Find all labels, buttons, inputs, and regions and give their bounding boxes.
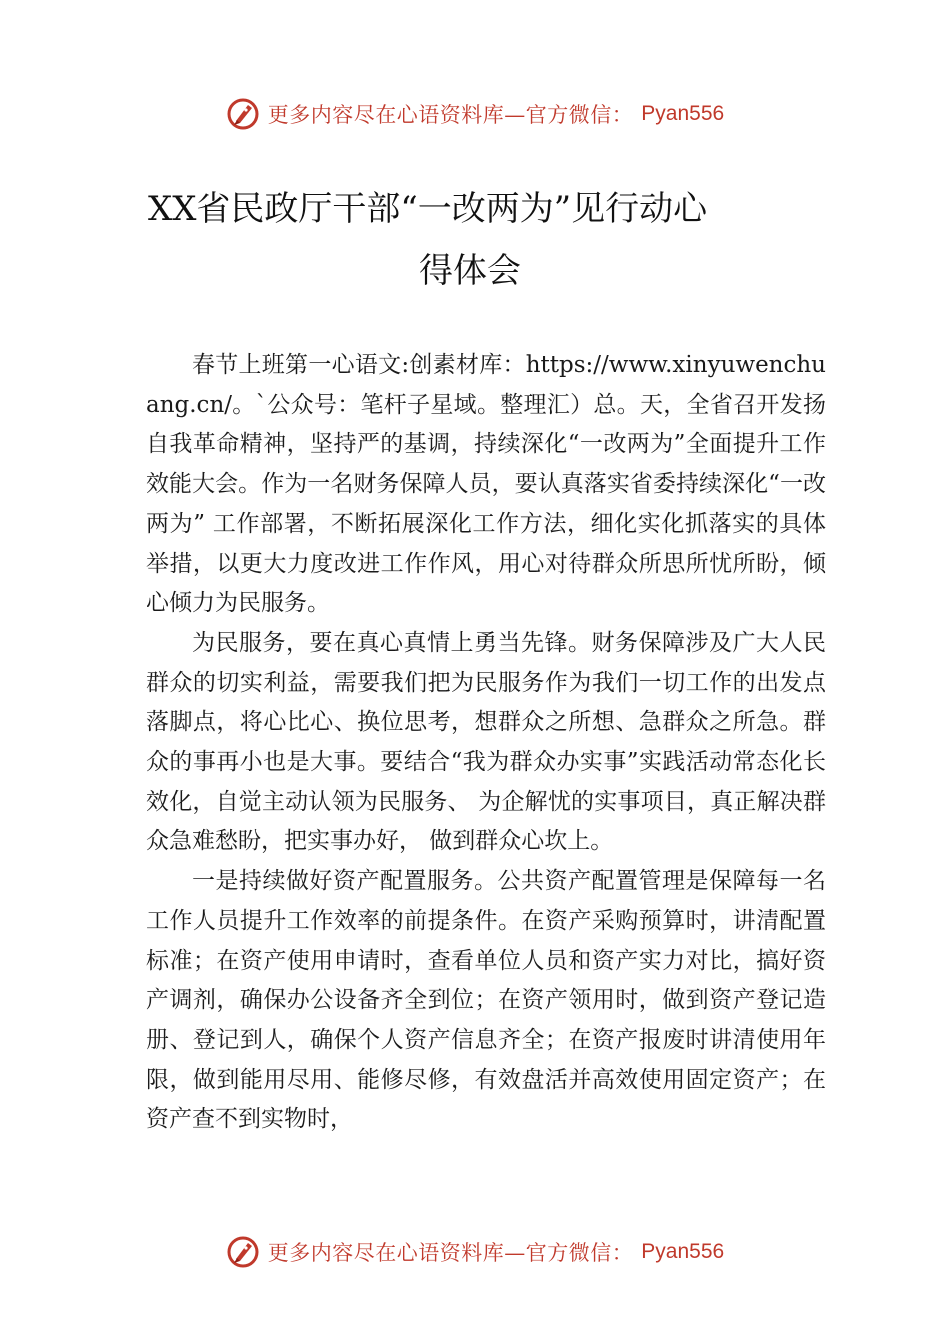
header-wechat-id: Pyan556 bbox=[641, 102, 725, 125]
quill-pen-logo-icon bbox=[226, 1235, 260, 1269]
document-body bbox=[146, 346, 826, 1140]
document-title-line2: 得体会 bbox=[419, 251, 521, 291]
paragraph-1: 春节上班第一心语文:创素材库：https://www.xinyuwenchuang.cn/。`公众号：笔杆子星域。整理汇）总。天，全省召开发扬自我革命精神，坚持严的基调，持续深化“一改两为”全面提升工作效能大会。作为一名财务保障人员，要认真落实省委持续深化“一改两为” 工作部署，不断拓展深化工作方法，细化实化抓落实的具体举措，以更大力度改进工作作风，用心对待群众所思所忧所盼，倾心倾力为民服务。 bbox=[146, 352, 826, 617]
paragraph-2: 为民服务，要在真心真情上勇当先锋。财务保障涉及广大人民群众的切实利益，需要我们把为民服务作为我们一切工作的出发点落脚点，将心比心、换位思考，想群众之所想、急群众之所急。群众的事再小也是大事。要结合“我为群众办实事”实践活动常态化长效化，自觉主动认领为民服务、 为企解忧的实事项目，真正解决群众急难愁盼，把实事办好， 做到群众心坎上。 bbox=[146, 629, 826, 855]
footer-wechat-id: Pyan556 bbox=[641, 1240, 725, 1263]
document-title-line1: XX省民政厅干部“一改两为”见行动心 bbox=[148, 189, 708, 229]
paragraph-3: 一是持续做好资产配置服务。公共资产配置管理是保障每一名工作人员提升工作效率的前提条件。在资产采购预算时，讲清配置标准；在资产使用申请时，查看单位人员和资产实力对比，搞好资产调剂，确保办公设备齐全到位；在资产领用时，做到资产登记造册、登记到人，确保个人资产信息齐全；在资产报废时讲清使用年限，做到能用尽用、能修尽修，有效盘活并高效使用固定资产；在资产查不到实物时， bbox=[146, 868, 826, 1133]
footer-banner-text: 更多内容尽在心语资料库—官方微信： bbox=[267, 1241, 634, 1265]
quill-pen-logo-icon bbox=[226, 97, 260, 131]
footer-banner bbox=[0, 1232, 950, 1272]
header-banner bbox=[0, 94, 950, 134]
header-banner-text: 更多内容尽在心语资料库—官方微信： bbox=[267, 103, 634, 127]
